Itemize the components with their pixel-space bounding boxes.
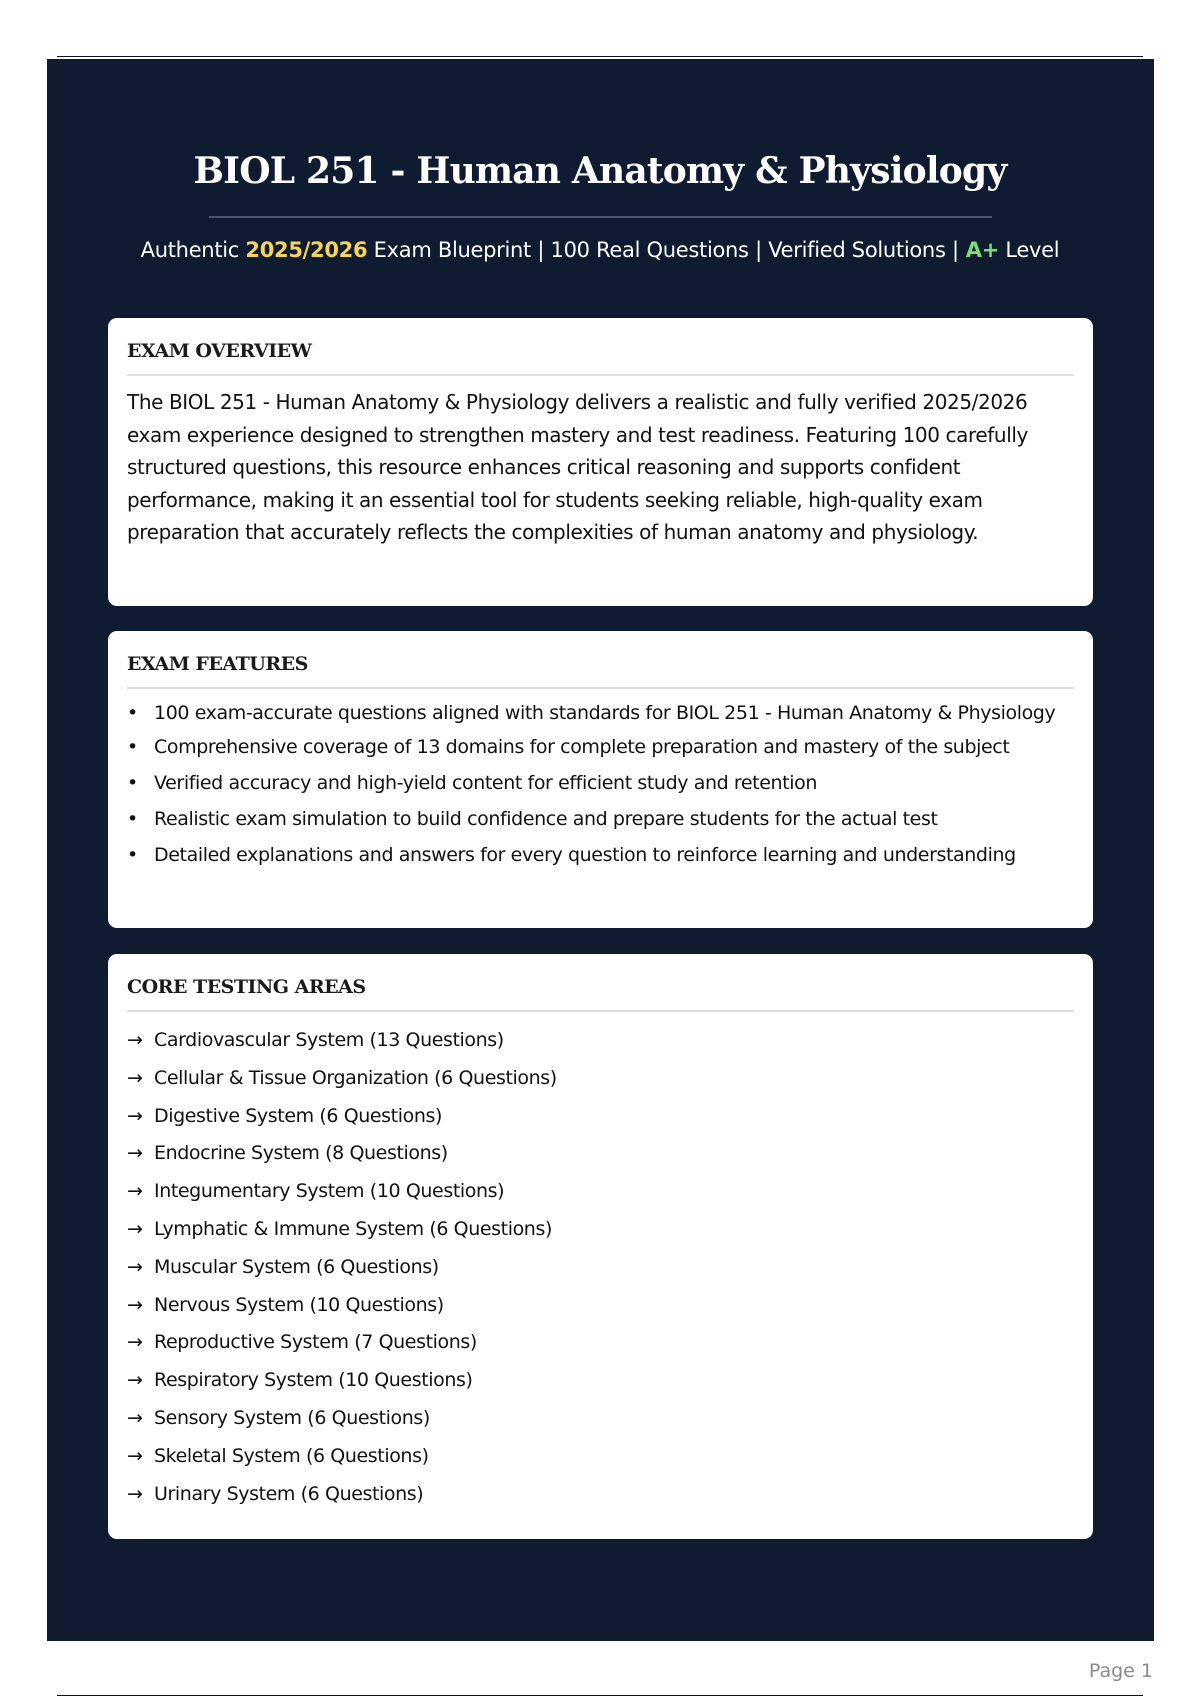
list-item (127, 1324, 1074, 1362)
subtitle-solutions: Verified Solutions (761, 238, 952, 262)
area-text: Skeletal System (6 Questions) (154, 1444, 429, 1467)
area-text: Reproductive System (7 Questions) (154, 1331, 477, 1354)
arrow-right-icon: → (127, 1406, 143, 1429)
list-item (127, 1173, 1074, 1211)
list-item (127, 1438, 1074, 1476)
bottom-page-rule (57, 1695, 1143, 1696)
subtitle-separator: | (951, 238, 959, 262)
area-text: Muscular System (6 Questions) (154, 1255, 439, 1278)
subtitle-separator: | (755, 238, 762, 262)
subtitle (0, 238, 1200, 262)
feature-text: Realistic exam simulation to build confidence and prepare students for the actual test (154, 808, 938, 830)
area-text: Sensory System (6 Questions) (154, 1406, 430, 1429)
list-item (127, 699, 1074, 727)
area-text: Urinary System (6 Questions) (154, 1482, 424, 1505)
features-heading: EXAM FEATURES (127, 653, 308, 675)
subtitle-grade: A+ (958, 238, 1000, 262)
list-item (127, 1362, 1074, 1400)
page-title: BIOL 251 - Human Anatomy & Physiology (193, 150, 1007, 192)
list-item (127, 769, 1074, 797)
subtitle-separator: | (537, 238, 545, 262)
list-item (127, 841, 1074, 869)
feature-list (127, 699, 1074, 869)
list-item (127, 1249, 1074, 1287)
area-text: Lymphatic & Immune System (6 Questions) (154, 1217, 552, 1240)
list-item (127, 1211, 1074, 1249)
feature-text: Comprehensive coverage of 13 domains for complete preparation and mastery of the subject (154, 736, 1010, 758)
bullet-icon: • (127, 808, 138, 830)
list-item (127, 1400, 1074, 1438)
features-divider (127, 687, 1074, 689)
bullet-icon: • (127, 702, 138, 724)
list-item (127, 1135, 1074, 1173)
list-item (127, 1060, 1074, 1098)
bullet-icon: • (127, 736, 138, 758)
arrow-right-icon: → (127, 1029, 143, 1051)
list-item (127, 805, 1074, 833)
subtitle-questions: 100 Real Questions (544, 238, 756, 262)
list-item (127, 733, 1074, 761)
top-page-rule (57, 56, 1143, 57)
arrow-right-icon: → (127, 1217, 143, 1240)
area-text: Endocrine System (8 Questions) (154, 1142, 448, 1165)
feature-text: Detailed explanations and answers for every question to reinforce learning and understanding (154, 844, 1016, 866)
arrow-right-icon: → (127, 1293, 143, 1316)
core-testing-areas-card (108, 954, 1093, 1539)
arrow-right-icon: → (127, 1255, 143, 1278)
exam-features-card (108, 631, 1093, 928)
bullet-icon: • (127, 772, 138, 794)
subtitle-year: 2025/2026 (245, 238, 368, 262)
arrow-right-icon: → (127, 1142, 143, 1165)
area-text: Nervous System (10 Questions) (154, 1293, 444, 1316)
arrow-right-icon: → (127, 1331, 143, 1354)
area-text: Cellular & Tissue Organization (6 Questions) (154, 1066, 557, 1089)
overview-divider (127, 374, 1074, 376)
area-list (127, 1022, 1074, 1513)
arrow-right-icon: → (127, 1444, 143, 1467)
arrow-right-icon: → (127, 1104, 143, 1127)
area-text: Integumentary System (10 Questions) (154, 1180, 505, 1203)
title-divider (209, 216, 992, 218)
arrow-right-icon: → (127, 1180, 143, 1203)
overview-text: The BIOL 251 - Human Anatomy & Physiology delivers a realistic and fully verified 2025/2026 exam experience designed to strengthen mastery and test readiness. Featuring 100 carefully structured questions, this resource enhances critical reasoning and supports confident performance, making it an essential tool for students seeking reliable, high-quality exam preparation that accurately reflects the complexities of human anatomy and physiology. (127, 390, 1028, 544)
areas-divider (127, 1010, 1074, 1012)
arrow-right-icon: → (127, 1482, 143, 1505)
subtitle-blueprint: Exam Blueprint (367, 238, 538, 262)
overview-heading: EXAM OVERVIEW (127, 340, 312, 362)
bullet-icon: • (127, 844, 138, 866)
subtitle-prefix: Authentic (140, 238, 246, 262)
list-item (127, 1098, 1074, 1136)
feature-text: 100 exam-accurate questions aligned with standards for BIOL 251 - Human Anatomy & Physiology (154, 702, 1056, 724)
list-item (127, 1476, 1074, 1514)
exam-overview-card (108, 318, 1093, 606)
arrow-right-icon: → (127, 1066, 143, 1089)
list-item (127, 1287, 1074, 1325)
areas-heading: CORE TESTING AREAS (127, 976, 366, 998)
arrow-right-icon: → (127, 1369, 143, 1392)
area-text: Digestive System (6 Questions) (154, 1104, 442, 1127)
page-number: Page 1 (1088, 1660, 1153, 1682)
feature-text: Verified accuracy and high-yield content for efficient study and retention (154, 772, 817, 794)
list-item (127, 1022, 1074, 1060)
area-text: Cardiovascular System (13 Questions) (154, 1029, 504, 1051)
subtitle-level: Level (999, 238, 1060, 262)
area-text: Respiratory System (10 Questions) (154, 1369, 473, 1392)
